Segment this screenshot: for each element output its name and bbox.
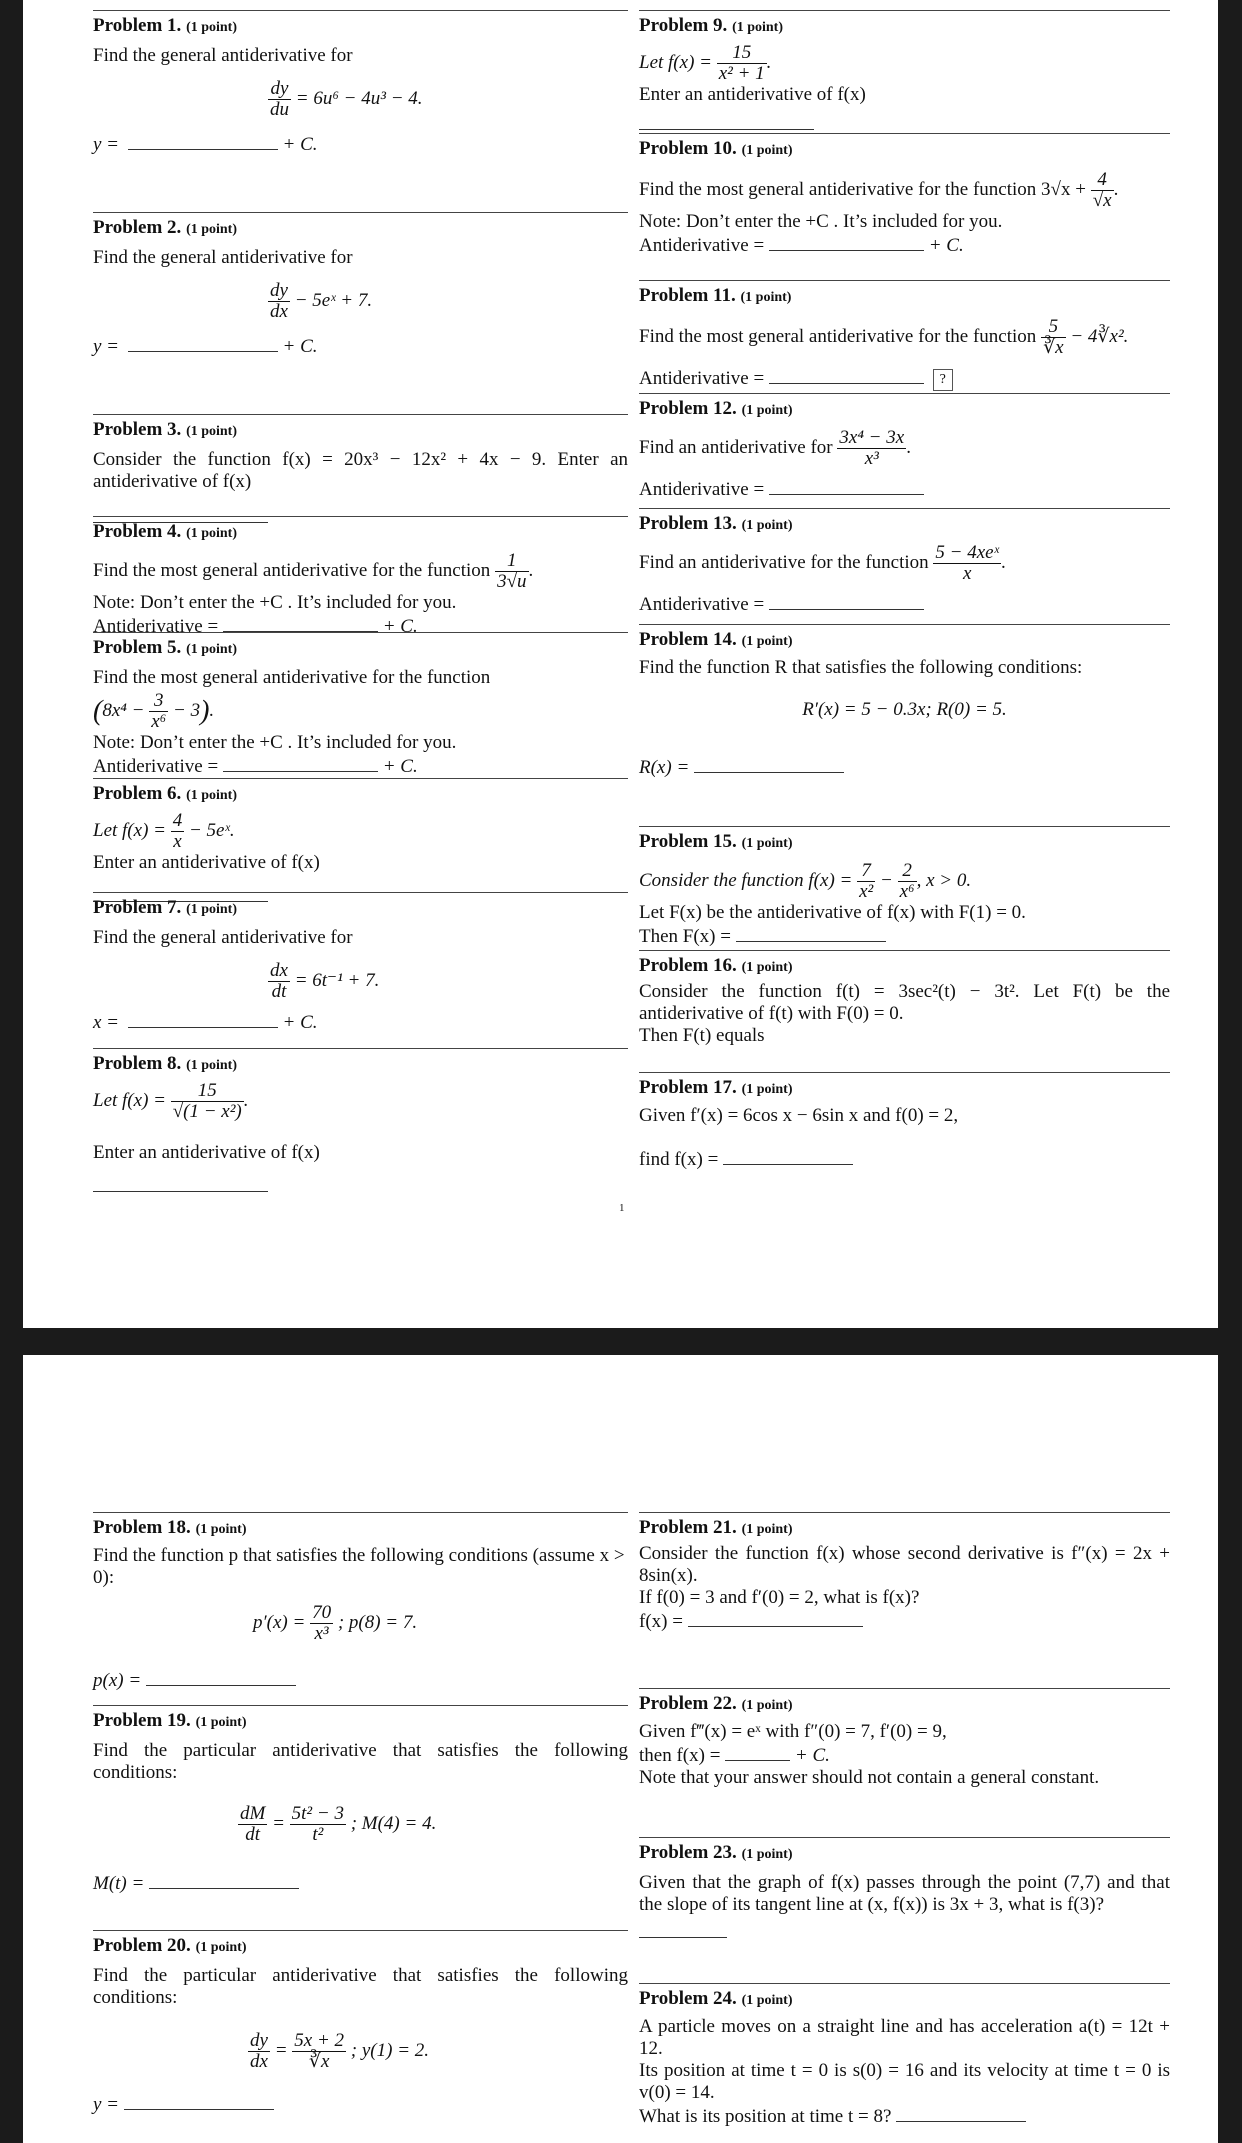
problem-13: Problem 13. (1 point) Find an antiderivative for the function $\frac{\text{5 − 4xeˣ}}{x}$ . Antiderivative = (639, 508, 1170, 616)
problem-header: Problem 8. (93, 1053, 182, 1074)
problem-text: Find the general antiderivative for (93, 45, 353, 66)
answer-input[interactable] (93, 1174, 268, 1192)
answer-input[interactable] (694, 755, 844, 773)
answer-label: R(x) = (639, 757, 690, 778)
answer-label: Antiderivative = (93, 756, 219, 777)
equation (268, 79, 628, 120)
problem-16 (639, 950, 1170, 1079)
lead: Let f(x) = (639, 51, 712, 73)
problem-text: Find an antiderivative for the function (639, 551, 929, 573)
answer-input[interactable] (128, 1010, 278, 1028)
eq-num: dy (250, 2030, 268, 2051)
right-column (639, 0, 1170, 1200)
equation (268, 281, 628, 322)
problem-text: Find the most general antiderivative for the function (93, 559, 491, 581)
frac-num: 3 (149, 691, 168, 712)
problem-points: (1 point) (186, 902, 238, 917)
problem-text: A particle moves on a straight line and has acceleration a(t) = 12t + 12. (639, 2016, 1170, 2059)
frac-den: ∛x (308, 2051, 330, 2072)
answer-label: y = (93, 134, 120, 155)
answer-input[interactable] (639, 1055, 814, 1073)
answer-input[interactable] (736, 924, 886, 942)
frac-den: x (962, 563, 972, 584)
left-column (93, 1355, 628, 2143)
frac-num: 5x + 2 (294, 2030, 345, 2051)
problem-points: (1 point) (741, 1847, 793, 1862)
lead: Consider the function f(x) = (639, 869, 853, 891)
problem-points: (1 point) (186, 788, 238, 803)
answer-label: f(x) = (639, 1611, 683, 1632)
answer-label: Antiderivative = (639, 235, 765, 256)
problem-5: Problem 5. (1 point) Find the most general antiderivative for the function (8x⁴ − $\frac{3}{\text{x⁶}}$ − 3). Note: Don’t enter the +C . It’s included for you. Antiderivative = + C. (93, 632, 628, 778)
answer-label: y = (93, 336, 120, 357)
note: Note: Don’t enter the +C . It’s included for you. (93, 592, 457, 613)
answer-input[interactable] (769, 233, 924, 251)
frac-num: 1 (495, 551, 528, 572)
line3: What is its position at time t = 8? (639, 2106, 892, 2127)
problem-points: (1 point) (195, 1940, 247, 1955)
problem-7 (93, 892, 628, 1034)
answer-input[interactable] (128, 334, 278, 352)
problem-points: (1 point) (741, 1082, 793, 1097)
eq-den: dx (250, 2051, 268, 2072)
answer-suffix: + C. (928, 235, 964, 256)
tail: − 5eˣ. (188, 819, 235, 841)
problem-header: Problem 1. (93, 15, 182, 36)
eq-rhs: − 5eˣ + 7. (294, 289, 373, 311)
problem-8: Problem 8. (1 point) Let f(x) = $\frac{15}{\text{√(1 − x²)}}$ . Enter an antiderivative of f(x) (93, 1048, 628, 1198)
problem-text: Enter an antiderivative of f(x) (93, 852, 320, 873)
lead: Let f(x) = (93, 1089, 166, 1111)
problem-header: Problem 21. (639, 1517, 737, 1538)
expr-b: − 3 (173, 699, 201, 721)
frac-den: 3√u (497, 571, 527, 592)
problem-points: (1 point) (741, 836, 793, 851)
problem-text: Given that the graph of f(x) passes through the point (7,7) and that the slope of its tangent line at (x, f(x)) is 3x + 3, what is f(3)? (639, 1872, 1170, 1915)
eq-num: dx (270, 960, 288, 981)
frac2-den: x⁶ (899, 881, 915, 902)
eq-tail: ; M(4) = 4. (350, 1812, 437, 1834)
problem-points: (1 point) (741, 960, 793, 975)
eq-den: du (270, 99, 289, 120)
problem-header: Problem 3. (93, 419, 182, 440)
problem-24 (639, 1983, 1170, 2128)
problem-text: Find the function R that satisfies the following conditions: (639, 657, 1083, 678)
problem-header: Problem 17. (639, 1077, 737, 1098)
note: Note: Don’t enter the +C . It’s included for you. (93, 732, 457, 753)
eq-num: dM (240, 1803, 266, 1824)
problem-23 (639, 1837, 1170, 1944)
answer-input[interactable] (769, 592, 924, 610)
eq-rhs: = 6u⁶ − 4u³ − 4. (295, 87, 423, 109)
answer-suffix: + C. (282, 134, 318, 155)
frac-den: ∛x (1043, 337, 1064, 358)
problem-text: Find the most general antiderivative for the function (93, 667, 491, 688)
problem-text: Find the particular antiderivative that satisfies the following conditions: (93, 1740, 628, 1783)
problem-header: Problem 19. (93, 1710, 191, 1731)
frac-num: 4 (1091, 170, 1114, 191)
answer-label: Antiderivative = (639, 594, 765, 615)
problem-points: (1 point) (741, 1522, 793, 1537)
answer-label: Then F(x) = (639, 926, 731, 947)
answer-input[interactable] (723, 1147, 853, 1165)
answer-label: M(t) = (93, 1873, 145, 1894)
problem-points: (1 point) (186, 526, 238, 541)
answer-suffix: + C. (282, 336, 318, 357)
problem-text: Find the most general antiderivative for the function 3√x + (639, 178, 1086, 200)
problem-points: (1 point) (732, 20, 784, 35)
tail: , x > 0. (916, 869, 972, 891)
problem-header: Problem 18. (93, 1517, 191, 1538)
problem-header: Problem 15. (639, 831, 737, 852)
problem-20: Problem 20. (1 point) Find the particular antiderivative that satisfies the following conditions: $\frac{dy}{dx}$ = $\frac{5x + 2}{∛x}$ ; y(1) = 2. y = (93, 1930, 628, 2116)
problem-12: Problem 12. (1 point) Find an antiderivative for $\frac{\text{3x⁴ − 3x}}{\text{x³}}$ . Antiderivative = (639, 393, 1170, 501)
frac-num: 15 (171, 1081, 244, 1102)
frac1-den: x² (859, 881, 874, 902)
line2: If f(0) = 3 and f′(0) = 2, what is f(x)? (639, 1587, 920, 1608)
frac-den: t² (312, 1824, 324, 1845)
frac-num: 70 (312, 1602, 332, 1623)
answer-label: p(x) = (93, 1670, 142, 1691)
frac-den: √(1 − x²) (172, 1101, 242, 1122)
answer-input[interactable] (639, 112, 814, 130)
line2: Then F(t) equals (639, 1025, 765, 1046)
problem-header: Problem 11. (639, 285, 736, 306)
problem-6 (93, 778, 628, 908)
frac-den: x (173, 831, 182, 852)
frac-num: 4 (172, 810, 183, 831)
problem-points: (1 point) (186, 424, 238, 439)
problem-11 (639, 280, 1170, 391)
problem-points: (1 point) (741, 1993, 793, 2008)
problem-points: (1 point) (195, 1715, 247, 1730)
problem-10: Problem 10. (1 point) Find the most general antiderivative for the function 3√x + $\frac{4}{√x}$ . Note: Don’t enter the +C . It’s included for you. Antiderivative = + C. (639, 133, 1170, 257)
equation (268, 961, 628, 1002)
problem-text: Find an antiderivative for (639, 436, 833, 458)
eq-den: dt (245, 1824, 261, 1845)
problem-header: Problem 6. (93, 783, 182, 804)
answer-label: then f(x) = (639, 1745, 721, 1766)
frac2-num: 2 (898, 861, 917, 882)
eq-num: dy (270, 280, 288, 301)
problem-points: (1 point) (741, 403, 793, 418)
problem-header: Problem 14. (639, 629, 737, 650)
answer-input[interactable] (688, 1609, 863, 1627)
answer-input[interactable] (124, 2092, 274, 2110)
problem-header: Problem 7. (93, 897, 182, 918)
problem-text: Consider the function f(x) = 20x³ − 12x² + 4x − 9. Enter an antiderivative of f(x) (93, 449, 628, 492)
line2: Let F(x) be the antiderivative of f(x) with F(1) = 0. (639, 902, 1026, 923)
note: Note that your answer should not contain a general constant. (639, 1767, 1100, 1788)
problem-17 (639, 1072, 1170, 1171)
problem-text: Find the most general antiderivative for the function (639, 325, 1037, 347)
problem-header: Problem 22. (639, 1693, 737, 1714)
frac-num: 3x⁴ − 3x (839, 427, 905, 448)
problem-header: Problem 16. (639, 955, 737, 976)
problem-header: Problem 20. (93, 1935, 191, 1956)
problem-points: (1 point) (186, 20, 238, 35)
eq-lead: p′(x) = (253, 1611, 306, 1633)
problem-1 (93, 10, 628, 156)
right-column (639, 1355, 1170, 2143)
answer-suffix: + C. (382, 756, 418, 777)
problem-header: Problem 24. (639, 1988, 737, 2009)
eq-num: dy (268, 79, 291, 100)
lead: Let f(x) = (93, 819, 166, 841)
page-number: 1 (619, 1202, 625, 1214)
frac-num: 5t² − 3 (291, 1803, 344, 1824)
tail: − 4∛x². (1070, 325, 1129, 347)
problem-header: Problem 4. (93, 521, 182, 542)
problem-points: (1 point) (740, 290, 792, 305)
frac-den: x³ (314, 1623, 329, 1644)
problem-text: Find the function p that satisfies the following conditions (assume x > 0): (93, 1545, 625, 1588)
help-button[interactable]: ? (933, 369, 953, 391)
problem-15: Problem 15. (1 point) Consider the function f(x) = $\frac{7}{\text{x²}}$ − $\frac{2}{\text{x⁶}}$ , x > 0. Let F(x) be the antiderivative of f(x) with F(1) = 0. Then F(x) = (639, 826, 1170, 948)
problem-points: (1 point) (186, 642, 238, 657)
problem-text: Find the general antiderivative for (93, 927, 353, 948)
problem-header: Problem 10. (639, 138, 737, 159)
answer-input[interactable] (149, 1871, 299, 1889)
answer-label: Antiderivative = (93, 616, 219, 637)
worksheet-page-1 (23, 0, 1218, 1328)
answer-label: Antiderivative = (639, 479, 765, 500)
problem-21 (639, 1512, 1170, 1633)
answer-input[interactable] (769, 366, 924, 384)
answer-input[interactable] (146, 1668, 296, 1686)
problem-text: Find the general antiderivative for (93, 247, 353, 268)
eq-tail: ; y(1) = 2. (350, 2039, 430, 2061)
answer-suffix: + C. (382, 616, 418, 637)
problem-points: (1 point) (186, 1058, 238, 1073)
problem-text: Consider the function f(x) whose second derivative is f″(x) = 2x + 8sin(x). (639, 1543, 1170, 1586)
eq-tail: ; p(8) = 7. (337, 1611, 418, 1633)
answer-input[interactable] (128, 132, 278, 150)
answer-input[interactable] (223, 754, 378, 772)
eq-rhs: = 6t⁻¹ + 7. (294, 969, 380, 991)
frac-den: x³ (864, 448, 879, 469)
eq-den: dt (271, 981, 287, 1002)
problem-points: (1 point) (195, 1522, 247, 1537)
problem-points: (1 point) (741, 143, 793, 158)
answer-input[interactable] (769, 477, 924, 495)
problem-points: (1 point) (186, 222, 238, 237)
frac-den: x⁶ (151, 711, 167, 732)
problem-text: Find the particular antiderivative that satisfies the following conditions: (93, 1965, 628, 2008)
answer-input[interactable] (725, 1743, 790, 1761)
problem-header: Problem 9. (639, 15, 728, 36)
line2: Its position at time t = 0 is s(0) = 16 and its velocity at time t = 0 is v(0) = 14. (639, 2060, 1170, 2103)
frac-num: 15 (717, 43, 767, 64)
problem-2 (93, 212, 628, 358)
problem-19: Problem 19. (1 point) Find the particular antiderivative that satisfies the following conditions: $\frac{dM}{dt}$ = $\frac{\text{5t² − 3}}{\text{t²}}$ ; M(4) = 4. M(t) = (93, 1705, 628, 1895)
worksheet-page-2 (23, 1355, 1218, 2143)
answer-suffix: + C. (794, 1745, 830, 1766)
note: Note: Don’t enter the +C . It’s included for you. (639, 211, 1003, 232)
left-column (93, 0, 628, 1200)
answer-label: y = (93, 2094, 120, 2115)
problem-3 (93, 414, 628, 529)
problem-points: (1 point) (741, 1698, 793, 1713)
answer-input[interactable] (223, 614, 378, 632)
problem-text: Enter an antiderivative of f(x) (93, 1142, 320, 1163)
eq-den: dx (270, 301, 288, 322)
frac-den: x² + 1 (718, 63, 765, 84)
expr-a: 8x⁴ − (102, 699, 145, 721)
answer-input[interactable] (639, 1920, 727, 1938)
equation: R′(x) = 5 − 0.3x; R(0) = 5. (802, 699, 1007, 720)
frac1-num: 7 (857, 861, 875, 882)
answer-label: x = (93, 1012, 120, 1033)
problem-4: Problem 4. (1 point) Find the most general antiderivative for the function $\frac{1}{3√u}$ . Note: Don’t enter the +C . It’s included for you. Antiderivative = + C. (93, 516, 628, 638)
problem-text: Enter an antiderivative of f(x) (639, 84, 866, 105)
problem-header: Problem 2. (93, 217, 182, 238)
problem-header: Problem 5. (93, 637, 182, 658)
answer-label: Antiderivative = (639, 368, 765, 389)
frac-num: 5 − 4xeˣ (935, 542, 999, 563)
problem-14 (639, 624, 1170, 779)
answer-label: find f(x) = (639, 1149, 719, 1170)
frac-den: √x (1092, 190, 1112, 211)
frac-num: 5 (1041, 317, 1066, 338)
problem-22 (639, 1688, 1170, 1789)
problem-header: Problem 13. (639, 513, 737, 534)
problem-18 (93, 1512, 628, 1692)
problem-9: Problem 9. (1 point) Let f(x) = $\frac{15}{\text{x² + 1}}$ . Enter an antiderivative of f(x) (639, 10, 1170, 136)
answer-suffix: + C. (282, 1012, 318, 1033)
problem-text: Given f‴(x) = eˣ with f″(0) = 7, f′(0) = 9, (639, 1721, 947, 1742)
problem-header: Problem 23. (639, 1842, 737, 1863)
problem-text: Given f′(x) = 6cos x − 6sin x and f(0) = 2, (639, 1105, 959, 1126)
answer-input[interactable] (896, 2104, 1026, 2122)
problem-points: (1 point) (741, 634, 793, 649)
problem-points: (1 point) (741, 518, 793, 533)
problem-header: Problem 12. (639, 398, 737, 419)
problem-text: Consider the function f(t) = 3sec²(t) − 3t². Let F(t) be the antiderivative of f(t) with F(0) = 0. (639, 981, 1170, 1024)
